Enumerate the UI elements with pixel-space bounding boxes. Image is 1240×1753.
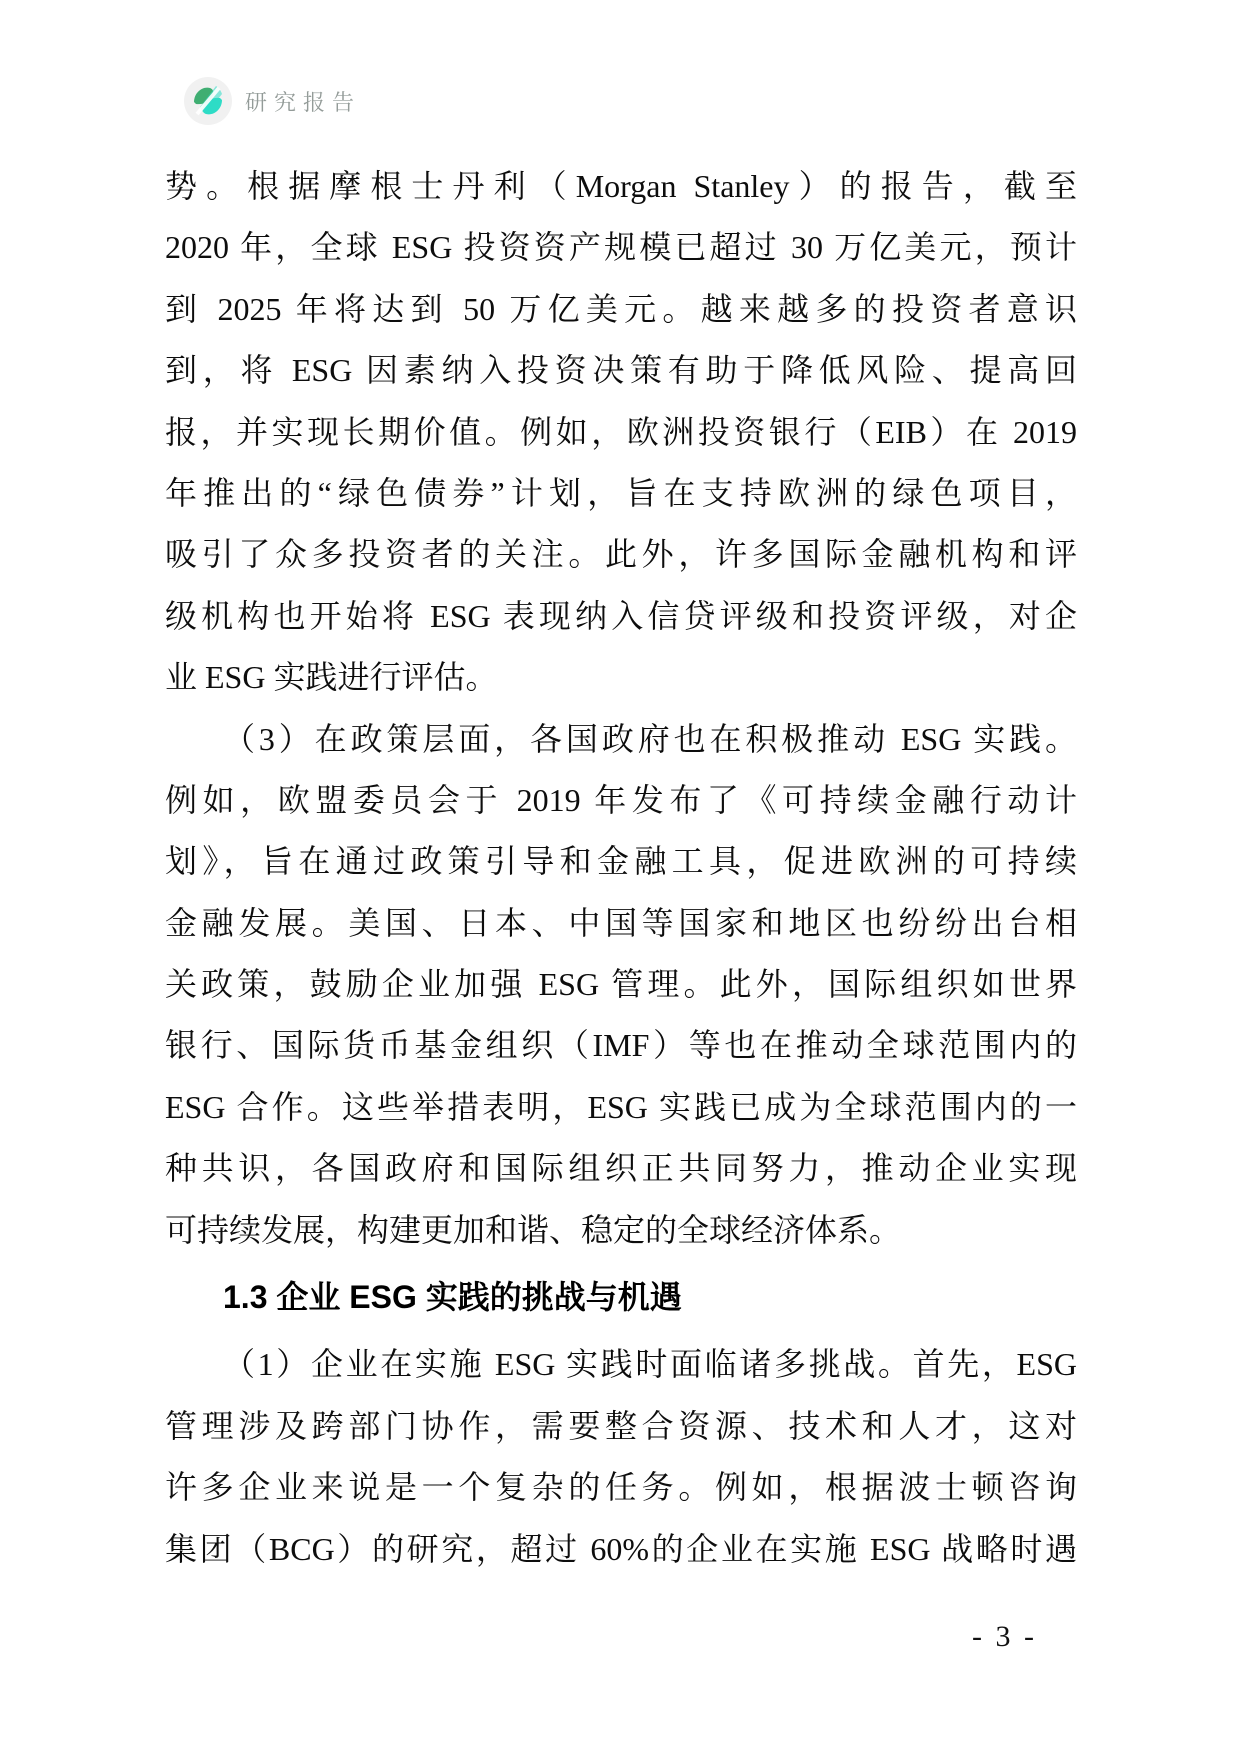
text-line: 许多企业来说是一个复杂的任务。例如，根据波士顿咨询 [165, 1469, 1077, 1506]
text-line: 报，并实现长期价值。例如，欧洲投资银行（EIB）在 2019 [165, 413, 1077, 450]
text-line: 吸引了众多投资者的关注。此外，许多国际金融机构和评 [165, 536, 1077, 573]
text-line: 例如，欧盟委员会于 2019 年发布了《可持续金融行动计 [165, 781, 1077, 818]
text-line: 年推出的“绿色债券”计划，旨在支持欧洲的绿色项目， [165, 474, 1077, 511]
document-body [165, 156, 1077, 1580]
text-line: 势。根据摩根士丹利（Morgan Stanley）的报告，截至 [165, 168, 1077, 204]
text-line: 管理涉及跨部门协作，需要整合资源、技术和人才，这对 [165, 1407, 1077, 1444]
text-line: 2020 年，全球 ESG 投资资产规模已超过 30 万亿美元，预计 [165, 229, 1077, 266]
text-line: 关政策，鼓励企业加强 ESG 管理。此外，国际组织如世界 [165, 966, 1077, 1003]
text-line: 业 ESG 实践进行评估。 [165, 659, 498, 696]
text-line: 集团（BCG）的研究，超过 60%的企业在实施 ESG 战略时遇 [165, 1530, 1077, 1567]
section-heading-1-3: 1.3 企业 ESG 实践的挑战与机遇 [223, 1279, 682, 1316]
text-line: （1）企业在实施 ESG 实践时面临诸多挑战。首先，ESG [223, 1346, 1077, 1383]
text-line: 种共识，各国政府和国际组织正共同努力，推动企业实现 [165, 1150, 1077, 1187]
text-line: 银行、国际货币基金组织（IMF）等也在推动全球范围内的 [165, 1027, 1077, 1064]
text-line: 金融发展。美国、日本、中国等国家和地区也纷纷出台相 [165, 904, 1077, 941]
page-header [183, 76, 361, 126]
text-line: 级机构也开始将 ESG 表现纳入信贷评级和投资评级，对企 [165, 597, 1077, 634]
brand-logo-text: 研究报告 [245, 89, 362, 115]
text-line: （3）在政策层面，各国政府也在积极推动 ESG 实践。 [223, 720, 1077, 757]
text-line: 到，将 ESG 因素纳入投资决策有助于降低风险、提高回 [165, 352, 1077, 389]
text-line: 划》，旨在通过政策引导和金融工具，促进欧洲的可持续 [165, 843, 1077, 880]
text-line: 可持续发展，构建更加和谐、稳定的全球经济体系。 [165, 1211, 902, 1248]
brand-logo-icon [183, 76, 233, 126]
page-number: - 3 - [972, 1620, 1037, 1653]
text-line: 到 2025 年将达到 50 万亿美元。越来越多的投资者意识 [165, 290, 1077, 327]
text-line: ESG 合作。这些举措表明，ESG 实践已成为全球范围内的一 [165, 1088, 1077, 1125]
